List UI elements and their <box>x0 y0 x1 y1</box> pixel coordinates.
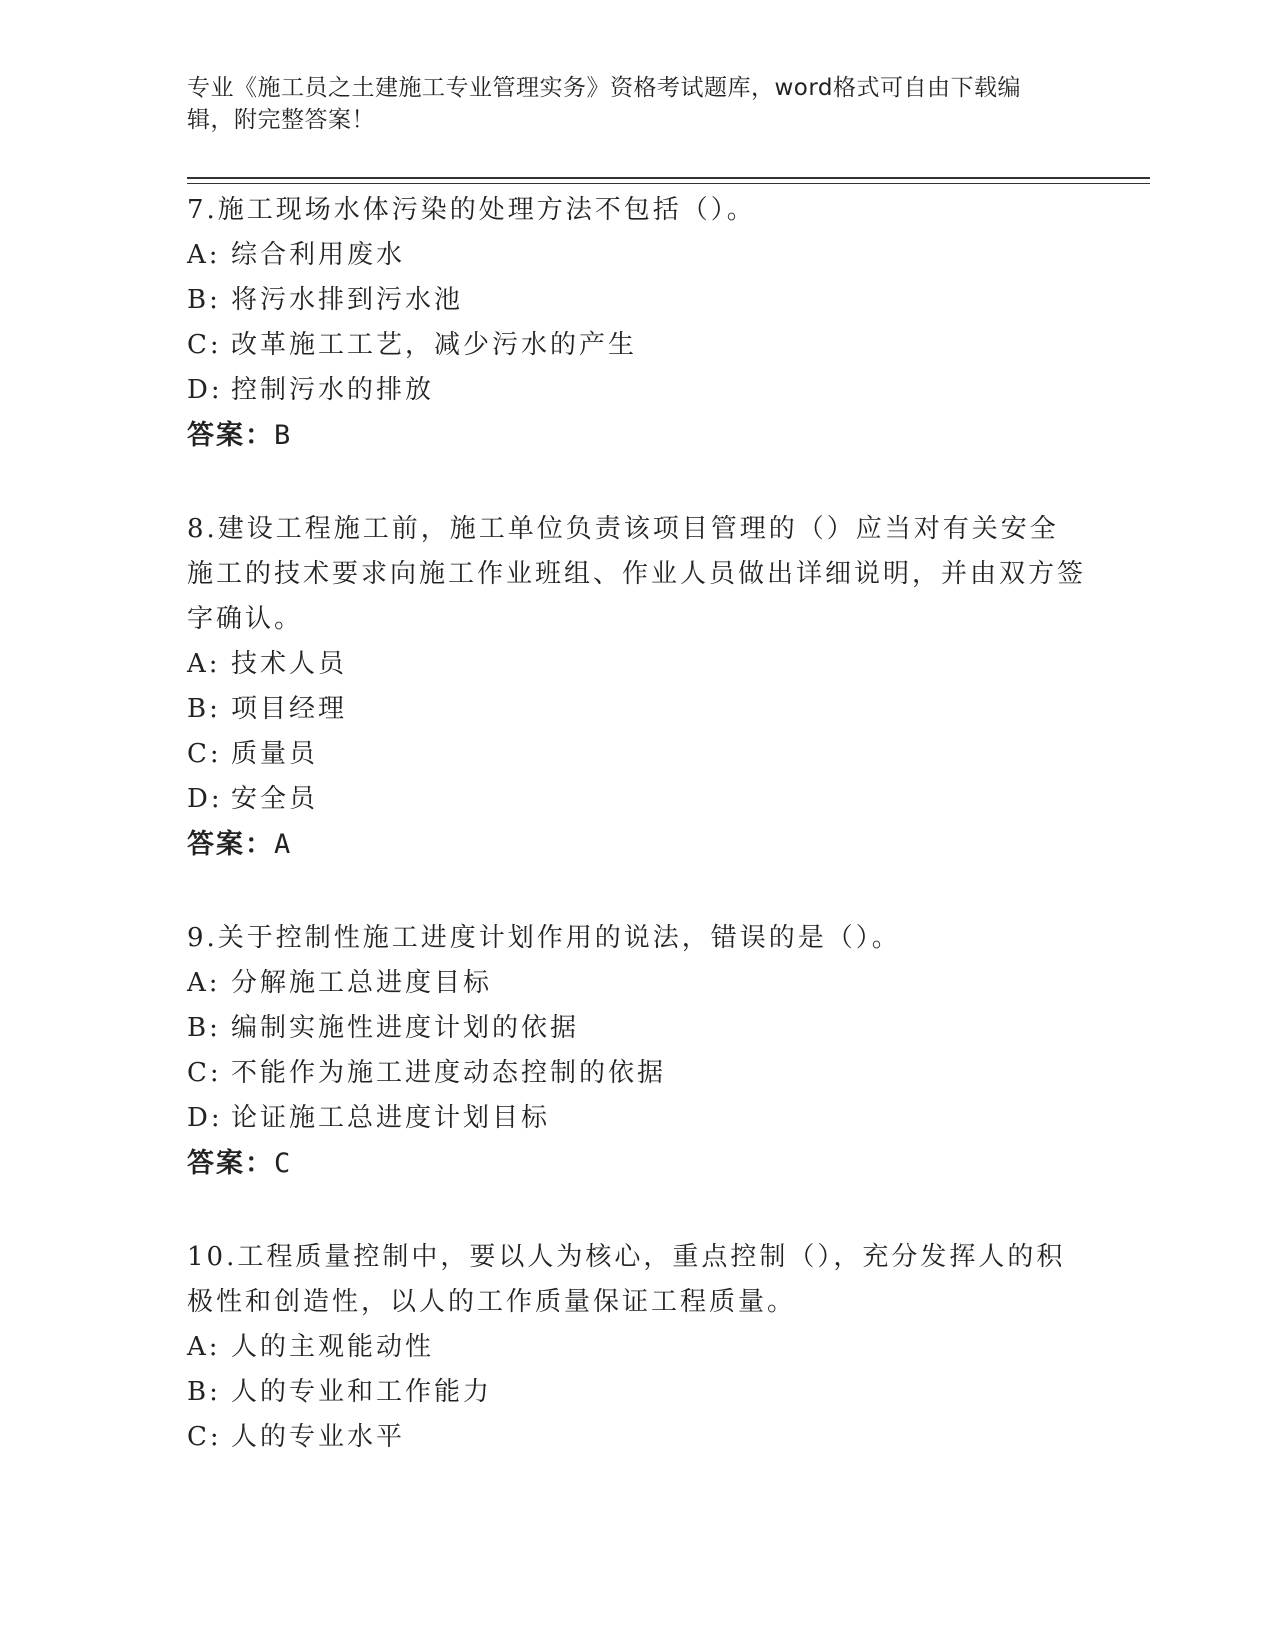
option-text: 技术人员 <box>231 649 348 679</box>
answer-line <box>187 822 1087 867</box>
answer-label: 答案： <box>187 829 274 860</box>
option-key: C: <box>187 1422 222 1452</box>
question-stem: 8.建设工程施工前，施工单位负责该项目管理的（）应当对有关安全施工的技术要求向施工作业班组、作业人员做出详细说明，并由双方签字确认。 <box>187 514 1087 634</box>
header-divider-thick <box>187 177 1150 179</box>
answer-value: C <box>274 1148 293 1179</box>
option-text: 人的专业水平 <box>231 1422 406 1452</box>
document-header: 专业《施工员之土建施工专业管理实务》资格考试题库，word格式可自由下载编辑，附完整答案！ <box>187 75 1022 133</box>
question-10 <box>187 1235 1087 1460</box>
question-9 <box>187 916 1087 1186</box>
option-key: C: <box>187 330 222 360</box>
option-b <box>187 278 1087 323</box>
option-text: 编制实施性进度计划的依据 <box>231 1013 580 1043</box>
question-8 <box>187 507 1087 867</box>
question-stem: 10.工程质量控制中，要以人为核心，重点控制（），充分发挥人的积极性和创造性，以人的工作质量保证工程质量。 <box>187 1242 1066 1317</box>
option-key: C: <box>187 1058 222 1088</box>
header-divider-thin <box>187 183 1150 184</box>
option-b <box>187 1370 1087 1415</box>
question-stem: 9.关于控制性施工进度计划作用的说法，错误的是（）。 <box>187 923 901 953</box>
option-text: 控制污水的排放 <box>231 375 435 405</box>
option-key: A: <box>187 1332 221 1362</box>
option-text: 人的专业和工作能力 <box>231 1377 493 1407</box>
option-text: 分解施工总进度目标 <box>231 968 493 998</box>
option-key: D: <box>187 1103 223 1133</box>
option-b <box>187 687 1087 732</box>
option-c <box>187 1415 1087 1460</box>
option-key: D: <box>187 784 223 814</box>
answer-label: 答案： <box>187 1148 274 1179</box>
answer-line <box>187 413 1087 458</box>
option-c <box>187 732 1087 777</box>
option-d <box>187 1096 1087 1141</box>
option-key: B: <box>187 1013 221 1043</box>
question-stem: 7.施工现场水体污染的处理方法不包括（）。 <box>187 195 756 225</box>
option-key: A: <box>187 649 221 679</box>
option-key: A: <box>187 968 221 998</box>
option-key: B: <box>187 694 221 724</box>
option-a <box>187 233 1087 278</box>
option-text: 安全员 <box>231 784 319 814</box>
option-c <box>187 323 1087 368</box>
option-text: 改革施工工艺，减少污水的产生 <box>231 330 638 360</box>
option-text: 项目经理 <box>231 694 348 724</box>
option-key: B: <box>187 285 221 315</box>
option-key: D: <box>187 375 223 405</box>
option-c <box>187 1051 1087 1096</box>
option-text: 论证施工总进度计划目标 <box>231 1103 551 1133</box>
answer-value: B <box>274 420 293 451</box>
option-key: C: <box>187 739 222 769</box>
option-key: A: <box>187 240 221 270</box>
option-text: 综合利用废水 <box>231 240 406 270</box>
option-d <box>187 368 1087 413</box>
question-7 <box>187 188 1087 458</box>
option-key: B: <box>187 1377 221 1407</box>
option-text: 不能作为施工进度动态控制的依据 <box>231 1058 667 1088</box>
answer-label: 答案： <box>187 420 274 451</box>
option-text: 人的主观能动性 <box>231 1332 435 1362</box>
option-text: 质量员 <box>231 739 319 769</box>
answer-value: A <box>274 829 293 860</box>
option-d <box>187 777 1087 822</box>
question-list <box>187 188 1087 1509</box>
option-b <box>187 1006 1087 1051</box>
option-a <box>187 642 1087 687</box>
option-text: 将污水排到污水池 <box>231 285 464 315</box>
option-a <box>187 1325 1087 1370</box>
option-a <box>187 961 1087 1006</box>
answer-line <box>187 1141 1087 1186</box>
